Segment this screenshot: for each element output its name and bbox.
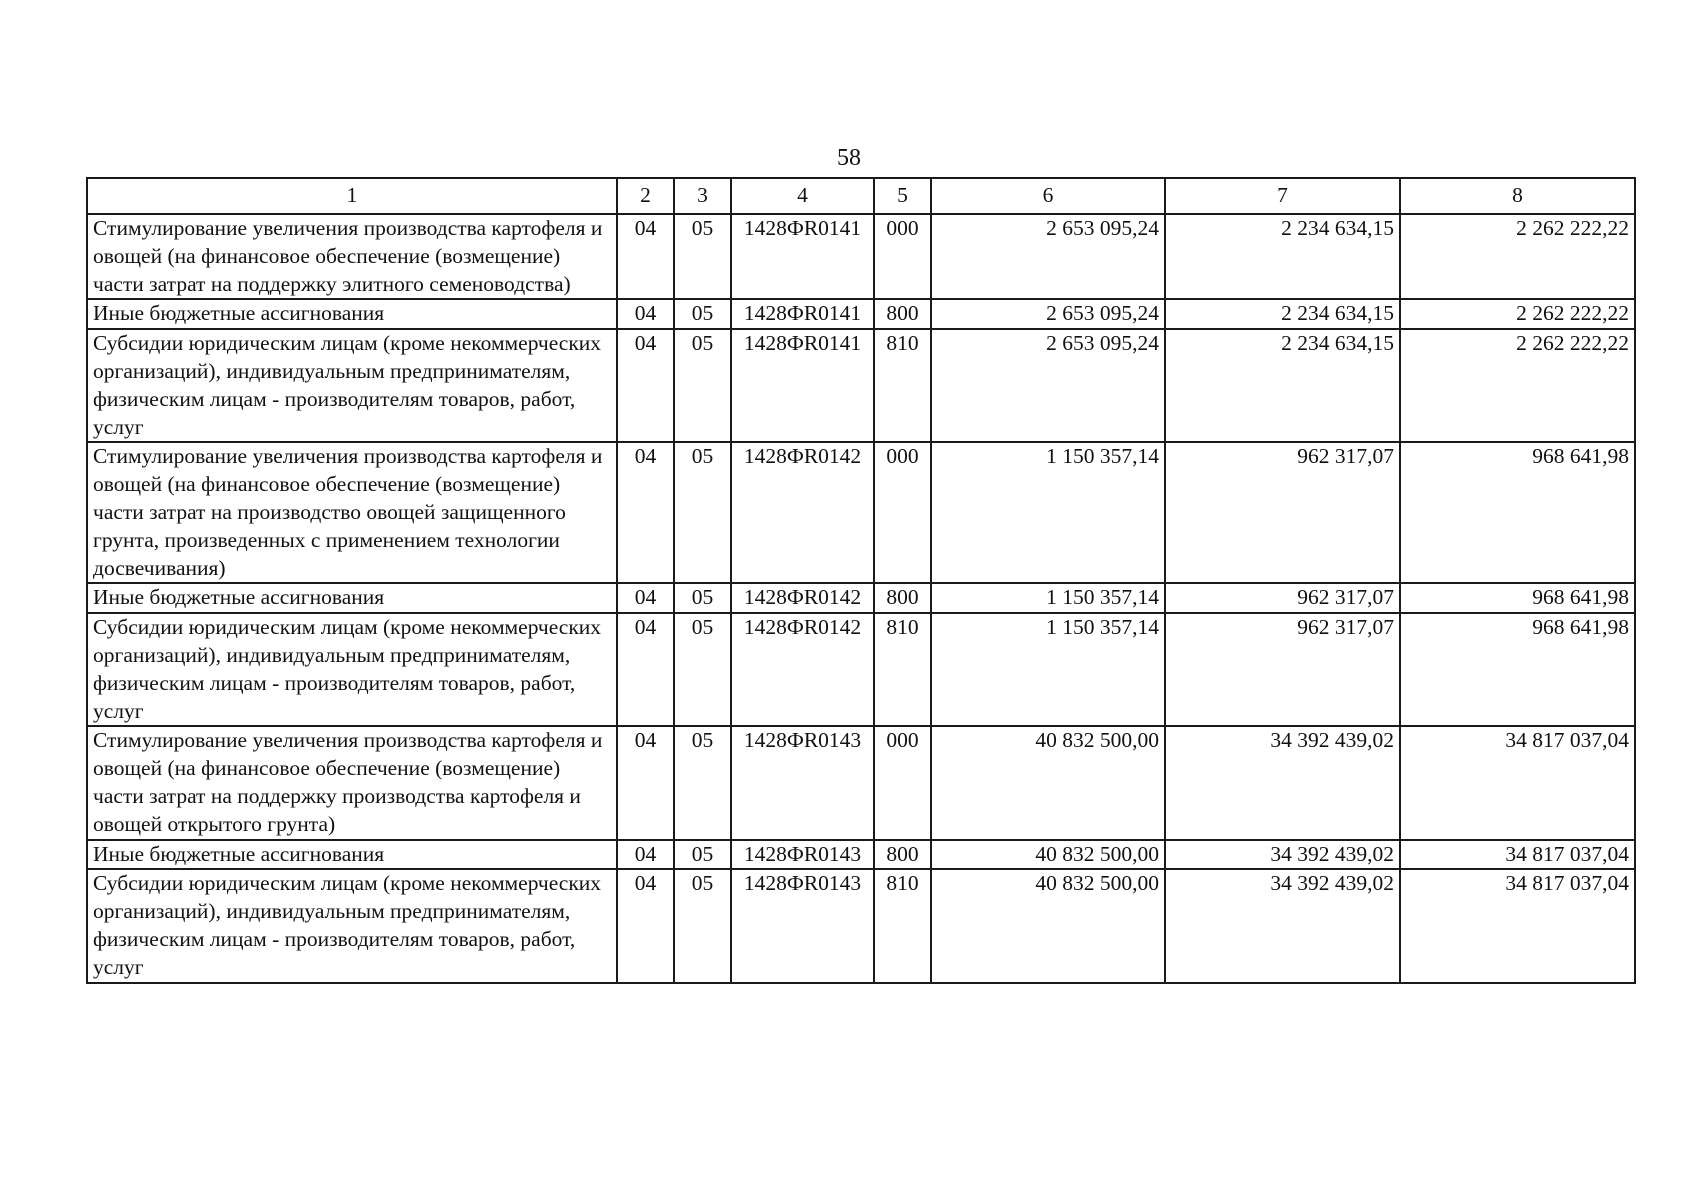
budget-table xyxy=(86,177,1636,984)
section-code-cell: 04 xyxy=(617,214,674,299)
row-name-cell: Субсидии юридическим лицам (кроме некоммерческих организаций), индивидуальным предпринимателям, физическим лицам - производителям товаров, работ, услуг xyxy=(87,329,617,442)
section-code-cell: 04 xyxy=(617,840,674,870)
section-code-cell: 04 xyxy=(617,613,674,726)
table-row xyxy=(87,442,1635,583)
table-row xyxy=(87,583,1635,613)
column-header: 4 xyxy=(731,178,874,214)
column-header: 3 xyxy=(674,178,731,214)
amount-cell: 2 234 634,15 xyxy=(1165,299,1400,329)
amount-cell: 2 653 095,24 xyxy=(931,299,1165,329)
subsection-code-cell: 05 xyxy=(674,442,731,583)
table-row xyxy=(87,329,1635,442)
expense-type-cell: 800 xyxy=(874,583,931,613)
amount-cell: 40 832 500,00 xyxy=(931,869,1165,982)
table-body xyxy=(87,214,1635,983)
amount-cell: 34 817 037,04 xyxy=(1400,726,1635,839)
table-row xyxy=(87,869,1635,982)
target-article-cell: 1428ФR0142 xyxy=(731,442,874,583)
amount-cell: 2 234 634,15 xyxy=(1165,329,1400,442)
amount-cell: 962 317,07 xyxy=(1165,442,1400,583)
amount-cell: 2 262 222,22 xyxy=(1400,299,1635,329)
amount-cell: 968 641,98 xyxy=(1400,583,1635,613)
target-article-cell: 1428ФR0143 xyxy=(731,840,874,870)
section-code-cell: 04 xyxy=(617,583,674,613)
column-header: 5 xyxy=(874,178,931,214)
amount-cell: 2 653 095,24 xyxy=(931,214,1165,299)
target-article-cell: 1428ФR0141 xyxy=(731,329,874,442)
amount-cell: 962 317,07 xyxy=(1165,583,1400,613)
table-row xyxy=(87,840,1635,870)
row-name-cell: Стимулирование увеличения производства картофеля и овощей (на финансовое обеспечение (возмещение) части затрат на производство овощей защищенного грунта, произведенных с применением технологии досвечивания) xyxy=(87,442,617,583)
page-number: 58 xyxy=(837,145,861,171)
section-code-cell: 04 xyxy=(617,299,674,329)
target-article-cell: 1428ФR0141 xyxy=(731,214,874,299)
amount-cell: 962 317,07 xyxy=(1165,613,1400,726)
subsection-code-cell: 05 xyxy=(674,299,731,329)
amount-cell: 2 262 222,22 xyxy=(1400,329,1635,442)
column-header: 8 xyxy=(1400,178,1635,214)
row-name-cell: Стимулирование увеличения производства картофеля и овощей (на финансовое обеспечение (возмещение) части затрат на поддержку производства картофеля и овощей открытого грунта) xyxy=(87,726,617,839)
table-row xyxy=(87,726,1635,839)
amount-cell: 40 832 500,00 xyxy=(931,726,1165,839)
row-name-cell: Иные бюджетные ассигнования xyxy=(87,583,617,613)
amount-cell: 34 392 439,02 xyxy=(1165,840,1400,870)
expense-type-cell: 810 xyxy=(874,869,931,982)
subsection-code-cell: 05 xyxy=(674,869,731,982)
amount-cell: 2 653 095,24 xyxy=(931,329,1165,442)
amount-cell: 1 150 357,14 xyxy=(931,613,1165,726)
expense-type-cell: 000 xyxy=(874,214,931,299)
amount-cell: 1 150 357,14 xyxy=(931,442,1165,583)
expense-type-cell: 810 xyxy=(874,613,931,726)
row-name-cell: Иные бюджетные ассигнования xyxy=(87,840,617,870)
column-header: 2 xyxy=(617,178,674,214)
target-article-cell: 1428ФR0141 xyxy=(731,299,874,329)
table-row xyxy=(87,299,1635,329)
amount-cell: 34 817 037,04 xyxy=(1400,840,1635,870)
target-article-cell: 1428ФR0142 xyxy=(731,583,874,613)
row-name-cell: Стимулирование увеличения производства картофеля и овощей (на финансовое обеспечение (возмещение) части затрат на поддержку элитного семеноводства) xyxy=(87,214,617,299)
subsection-code-cell: 05 xyxy=(674,214,731,299)
row-name-cell: Субсидии юридическим лицам (кроме некоммерческих организаций), индивидуальным предпринимателям, физическим лицам - производителям товаров, работ, услуг xyxy=(87,869,617,982)
target-article-cell: 1428ФR0143 xyxy=(731,726,874,839)
section-code-cell: 04 xyxy=(617,442,674,583)
target-article-cell: 1428ФR0143 xyxy=(731,869,874,982)
row-name-cell: Иные бюджетные ассигнования xyxy=(87,299,617,329)
expense-type-cell: 800 xyxy=(874,840,931,870)
expense-type-cell: 000 xyxy=(874,442,931,583)
amount-cell: 2 234 634,15 xyxy=(1165,214,1400,299)
amount-cell: 34 392 439,02 xyxy=(1165,869,1400,982)
amount-cell: 34 392 439,02 xyxy=(1165,726,1400,839)
section-code-cell: 04 xyxy=(617,329,674,442)
amount-cell: 2 262 222,22 xyxy=(1400,214,1635,299)
column-header: 7 xyxy=(1165,178,1400,214)
table-row xyxy=(87,214,1635,299)
subsection-code-cell: 05 xyxy=(674,726,731,839)
amount-cell: 40 832 500,00 xyxy=(931,840,1165,870)
column-header: 6 xyxy=(931,178,1165,214)
table-row xyxy=(87,613,1635,726)
header-row xyxy=(87,178,1635,214)
subsection-code-cell: 05 xyxy=(674,329,731,442)
subsection-code-cell: 05 xyxy=(674,840,731,870)
subsection-code-cell: 05 xyxy=(674,613,731,726)
section-code-cell: 04 xyxy=(617,869,674,982)
amount-cell: 968 641,98 xyxy=(1400,442,1635,583)
subsection-code-cell: 05 xyxy=(674,583,731,613)
amount-cell: 1 150 357,14 xyxy=(931,583,1165,613)
row-name-cell: Субсидии юридическим лицам (кроме некоммерческих организаций), индивидуальным предпринимателям, физическим лицам - производителям товаров, работ, услуг xyxy=(87,613,617,726)
expense-type-cell: 810 xyxy=(874,329,931,442)
target-article-cell: 1428ФR0142 xyxy=(731,613,874,726)
amount-cell: 34 817 037,04 xyxy=(1400,869,1635,982)
expense-type-cell: 000 xyxy=(874,726,931,839)
column-header: 1 xyxy=(87,178,617,214)
amount-cell: 968 641,98 xyxy=(1400,613,1635,726)
expense-type-cell: 800 xyxy=(874,299,931,329)
section-code-cell: 04 xyxy=(617,726,674,839)
